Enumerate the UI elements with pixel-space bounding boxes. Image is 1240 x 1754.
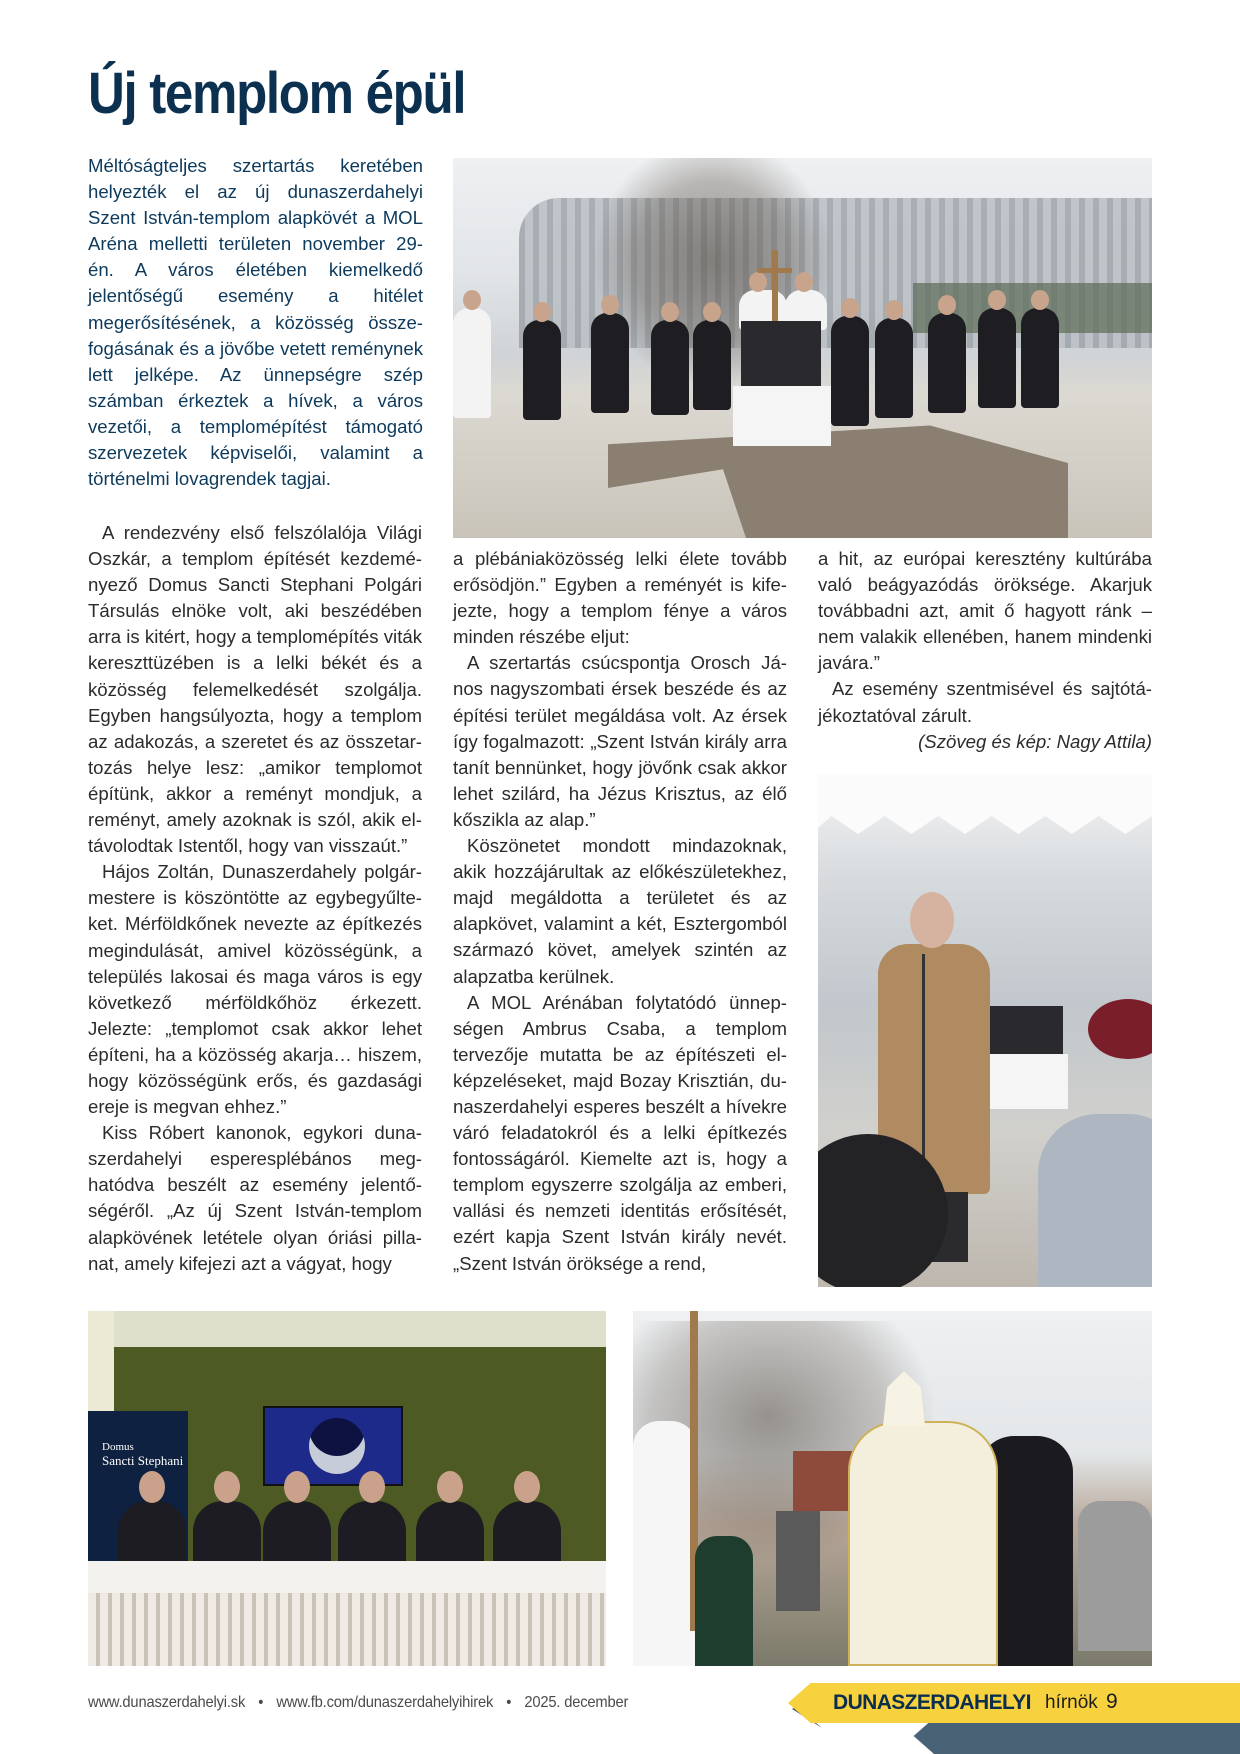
person: [453, 308, 491, 418]
person: [651, 320, 689, 415]
banner-line: Domus: [102, 1441, 134, 1453]
speaker-head: [910, 892, 954, 948]
red-beret: [1088, 999, 1152, 1059]
panelist: [416, 1501, 484, 1566]
text-column-2: [453, 546, 787, 1277]
photo-speaker: [818, 774, 1152, 1287]
cross-bar: [758, 268, 792, 273]
banner-line: Sancti Stephani: [102, 1453, 184, 1468]
separator: •: [506, 1694, 512, 1711]
knight-in-green: [695, 1536, 753, 1666]
page-number: 9: [1106, 1690, 1118, 1713]
banner-text: [102, 1441, 183, 1469]
foreground-person: [1038, 1114, 1152, 1287]
brand-logo: DUNASZERDAHELYI: [833, 1691, 1031, 1714]
photo-foundation-ceremony: [453, 158, 1152, 538]
website-link[interactable]: www.dunaszerdahelyi.sk: [88, 1694, 246, 1711]
tablecloth: [88, 1561, 606, 1593]
tent-canopy: [818, 774, 1152, 834]
panelist: [193, 1501, 261, 1566]
panelist: [118, 1501, 186, 1566]
panelist: [338, 1501, 406, 1566]
panelist: [263, 1501, 331, 1566]
paragraph: Hájos Zoltán, Dunaszerdahely polgármestere is köszöntötte az egybegyűlteket. Mérföldkőnek nevezte az építkezés megindulását, amivel közösségünk, a település lakosai és maga város is egy következő mérföldkőhöz érkezett. Jelezte: „templomot csak akkor lehet építeni, ha a közösség akarja… hiszem, hogy közösségünk erős, és gazdasági ereje is megvan ehhez.”: [88, 861, 422, 1118]
paragraph: A rendezvény első felszólalója Világi Oszkár, a templom építését kezdeményező Domus Sancti Stephani Polgári Társulás elnöke volt, aki beszédében arra is kitért, hogy a templomépítés viták kereszttüzében is a lelki békét és a közösség felemelkedését szolgálja. Egyben hangsúlyozta, hogy a templom az adakozás, a szeretet és az összetartozás helye lesz: „amikor templomot építünk, akkor a reményt mondjuk, a reményt, amely azoknak is szól, akik eltávolodtak Istentől, hogy van visszaút.”: [88, 522, 422, 857]
brand-ribbon-dark: [900, 1718, 1240, 1754]
person: [928, 313, 966, 413]
cross-icon: [772, 250, 778, 328]
paragraph: Kiss Róbert kanonok, egykori dunaszerdahelyi esperesplébános meghatódva beszélt az esemény jelentőségéről. „Az új Szent István-templom alapkövének letétele olyan óriási pillanat, amely kifejezi azt a vágyat, hogy: [88, 1122, 422, 1274]
altar-server: [633, 1421, 697, 1666]
photo-credit: (Szöveg és kép: Nagy Attila): [918, 730, 1152, 752]
foundation-plaque: [741, 321, 821, 387]
crowd: [1078, 1501, 1152, 1651]
person: [831, 316, 869, 426]
paragraph: A szertartás csúcspontja Orosch János nagyszombati érsek beszéde és az építési terület megáldása volt. Az érsek így fogalmazott: „Szent István király arra tanít bennünket, hogy jövőnk csak akkor lehet szilárd, ha Jézus Krisztus, az élő kőszikla az alap.”: [453, 652, 787, 830]
paragraph: a hit, az európai keresztény kultúrába való beágyazódás öröksége. Akarjuk továbbadni azt, amit ő hagyott ránk – nem valakik ellenében, hanem mindenki javára.”: [818, 548, 1152, 674]
paragraph: a plébániaközösség lelki élete tovább erősödjön.” Egyben a reményét is kifejezte, hogy a templom fénye a város minden részébe eljut:: [453, 548, 787, 648]
article-title: Új templom épül: [88, 61, 466, 126]
foundation-stone: [776, 1511, 820, 1611]
wooden-walkway: [608, 413, 1068, 538]
paragraph: Az esemény szentmisével és sajtótájékoztatóval zárult.: [818, 678, 1152, 726]
panelist: [493, 1501, 561, 1566]
footer-links: [88, 1694, 628, 1712]
paragraph: Köszönetet mondott mindazoknak, akik hozzájárultak az előkészületekhez, majd megáldotta a területet és az alapkövet, valamint a két, Esztergomból származó követ, amelyek szintén az alapzatba kerülnek.: [453, 835, 787, 987]
person: [1021, 308, 1059, 408]
bishop: [848, 1421, 998, 1666]
white-plinth: [978, 1054, 1068, 1109]
brand-suffix: hírnök: [1045, 1692, 1098, 1713]
foundation-plaque: [983, 1006, 1063, 1054]
person: [978, 308, 1016, 408]
tv-screen: [263, 1406, 403, 1486]
paragraph: A MOL Arénában folytatódó ünnepségen Ambrus Csaba, a templom tervezője mutatta be az építészeti elképzeléseket, majd Bozay Krisztián, dunaszerdahelyi esperes beszélt a hívekre váró feladatokról és a lelki építkezés fontosságáról. Kiemelte azt is, hogy a templom egyszerre szolgálja az emberi, vallási és nemzeti identitás erősítését, ezért kapja Szent István király nevét. „Szent István öröksége a rend,: [453, 991, 787, 1274]
separator: •: [258, 1694, 264, 1711]
photo-blessing: [633, 1311, 1152, 1666]
white-plinth: [733, 386, 831, 446]
person: [693, 320, 731, 410]
person: [523, 320, 561, 420]
person: [875, 318, 913, 418]
issue-date: 2025. december: [524, 1694, 629, 1711]
photo-press-conference: [88, 1311, 606, 1666]
person: [591, 313, 629, 413]
text-column-3: [818, 546, 1152, 755]
facebook-link[interactable]: www.fb.com/dunaszerdahelyihirek: [276, 1694, 494, 1711]
article-lead: Méltóságteljes szertartás keretében helyezték el az új dunaszerdahelyi Szent István-templom alapkövét a MOL Aréna melletti területen november 29-én. A város életében kiemelkedő jelentőségű esemény a hitélet megerősítésének, a közösség összefogásának és a jövőbe vetett reménynek lett jelképe. Az ünnepségre szép számban érkeztek a hívek, a város vezetői, a templomépítést támogató szervezetek képviselői, valamint a történelmi lovagrendek tagjai.: [88, 155, 423, 490]
ceiling: [88, 1311, 606, 1347]
text-column-1: [88, 520, 422, 1277]
